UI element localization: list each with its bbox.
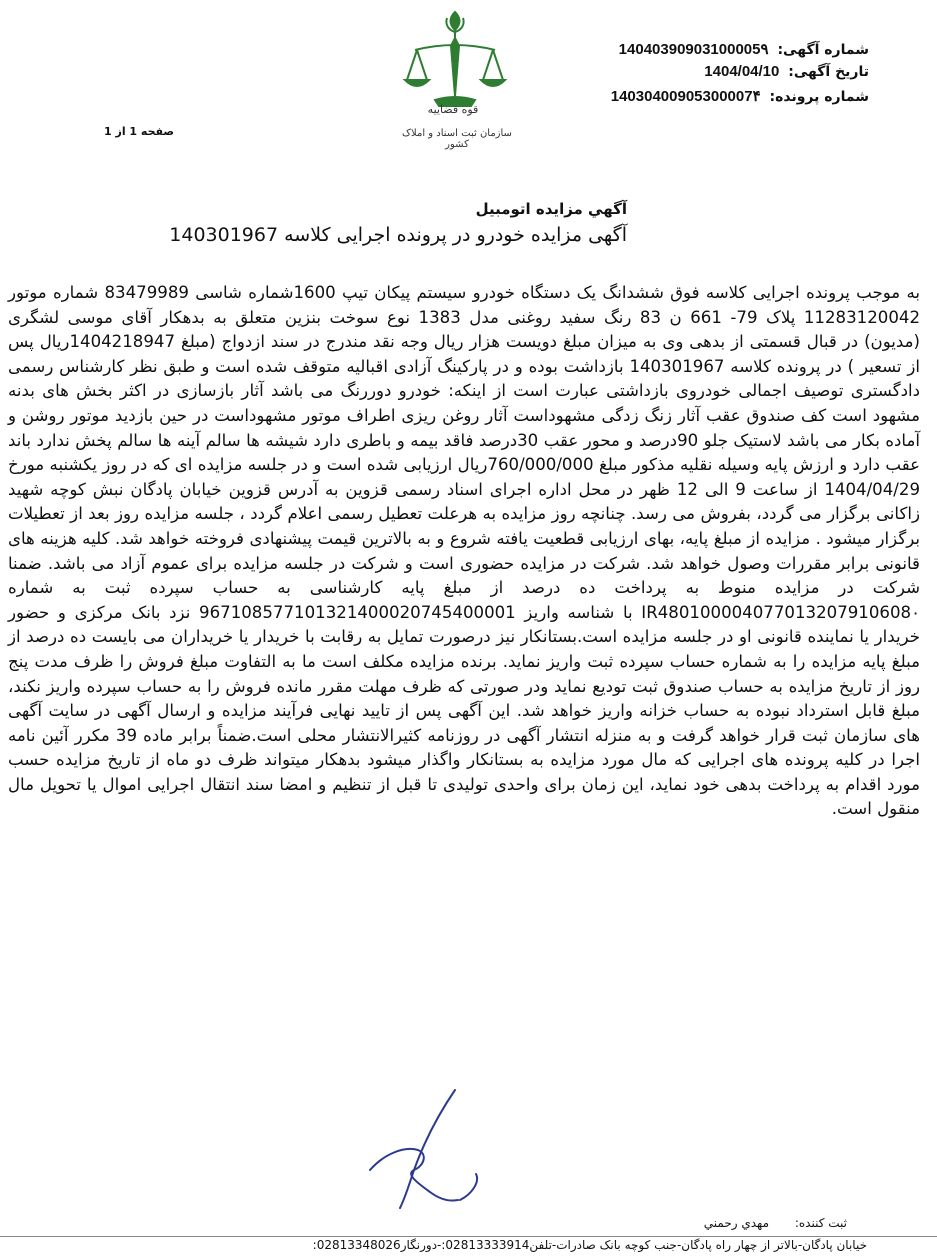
- registrar-name: مهدي رحمني: [703, 1216, 770, 1230]
- notice-subtitle: آگهی مزایده خودرو در پرونده اجرایی کلاسه 140301967: [169, 224, 627, 246]
- case-number: 14030400905300007۴: [610, 88, 761, 105]
- notice-date: 1404/04/10: [704, 63, 780, 80]
- notice-date-row: [704, 63, 869, 80]
- notice-title: آگهي مزايده اتومبيل: [475, 200, 627, 218]
- case-number-label: شماره پرونده:: [769, 89, 869, 105]
- notice-date-label: تاریخ آگهی:: [788, 64, 869, 80]
- notice-body-text: به موجب پرونده اجرایی کلاسه فوق ششدانگ یک دستگاه خودرو سیستم پیکان تیپ 1600شماره شاسی 83479989 شماره موتور 11283120042 پلاک 79- 661 ن 83 رنگ سفید روغنی مدل 1383 نوع سوخت بنزین متعلق به بدهکار آقای موسی لشگری (مدیون) در قبال قسمتی از بدهی وی به میزان مبلغ دویست هزار ریال وجه نقد مندرج در سند ازدواج (مبلغ 1404218947ریال پس از تسعیر ) در پرونده کلاسه 140301967 بازداشت بوده و در پارکینگ آزادی اقبالیه متوقف شده است و طبق نظر کارشناس رسمی دادگستری توصیف اجمالی خودروی بازداشتی عبارت است از اینکه: خودرو دوررنگ می باشد آثار بازسازی در اکثر بخش های بدنه مشهود است کف صندوق عقب آثار زنگ زدگی مشهوداست آثار روغن ریزی اطراف موتور مشهوداست در حین بازدید موتور روشن و آماده بکار می باشد لاستیک جلو 90درصد و محور عقب 30درصد فاقد بیمه و باطری دارد شیشه ها سالم آینه ها سالم پخش ندارد باند عقب دارد و ارزش پایه وسیله نقلیه مذکور مبلغ 760/000/000ریال ارزیابی شده است و در جلسه مزایده ای که در روز یکشنبه مورخ 1404/04/29 از ساعت 9 الی 12 ظهر در محل اداره اجرای اسناد رسمی قزوین به آدرس قزوین خیابان پادگان نبش کوچه شهید زاکانی برگزار می گردد، بفروش می رسد. چنانچه روز مزایده به هرعلت تعطیل رسمی اعلام گردد ، جلسه مزایده روز بعد از تعطیلات برگزار میشود . مزایده از مبلغ پایه، بهای ارزیابی قطعیت یافته شروع و به بالاترین قیمت پیشنهادی فروخته خواهد شد. کلیه هزینه های قانونی برابر مقررات وصول خواهد شد. شرکت در مزایده حضوری است و شرکت در جلسه مزایده برای عموم آزاد می باشد. ضمنا شرکت در مزایده منوط به پرداخت ده درصد از مبلغ پایه کارشناسی به حساب سپرده ثبت به شماره IR480100004077013207910608۰ با شناسه واریز 967108577101321400020745400001 نزد بانک مرکزی و حضور خریدار یا نماینده قانونی او در جلسه مزایده است.بستانکار نیز درصورت تمایل به رقابت با خریدار یا خریداران می بایست ده درصد از مبلغ پایه مزایده را به شماره حساب سپرده ثبت واریز نماید. برنده مزایده مکلف است ما به التفاوت مبلغ فروش را ظرف مدت پنج روز از تاریخ مزایده به حساب صندوق ثبت تودیع نماید ودر صورتی که ظرف مهلت مقرر مانده فروش را به حساب سپرده واریز نکند، مبلغ قابل استرداد نبوده به حساب خزانه واریز خواهد شد. این آگهی پس از تایید نهایی فرآیند مزایده و ارسال آگهی در سایت آگهی های سازمان ثبت قرار خواهد گرفت و به منزله انتشار آگهی در روزنامه کثیرالانتشار محلی است.ضمناً برابر ماده 39 مکرر آئین نامه اجرا در کلیه پرونده های اجرایی که مال مورد مزایده به بستانکار واگذار میشود بدهکار میتواند ظرف دو ماه از تاریخ مزایده حسب مورد اقدام به پرداخت بدهی خود نماید، این زمان برای واحدی تولیدی تا قبل از تنظیم و امضا سند انتقال اجرایی اموال یا تحویل مال منقول است.: [8, 283, 921, 819]
- logo-caption-judiciary: قوه قضاییه: [427, 103, 479, 116]
- case-number-row: [611, 87, 869, 105]
- registrar-row: [704, 1216, 847, 1230]
- registrar-label: ثبت کننده:: [794, 1216, 847, 1230]
- footer-divider: [0, 1236, 937, 1237]
- notice-number: 14040390903100005۹: [618, 41, 769, 58]
- signature-image: [360, 1082, 490, 1212]
- footer-address: خیابان پادگان-بالاتر از چهار راه پادگان-جنب کوچه بانک صادرات-تلفن02813333914:-دورنگار02813348026:: [312, 1238, 867, 1252]
- logo-caption-registry: سازمان ثبت اسناد و املاک کشور: [402, 128, 512, 150]
- notice-number-row: [619, 40, 869, 58]
- page-number-label: صفحه 1 از 1: [104, 125, 175, 138]
- notice-number-label: شماره آگهی:: [777, 42, 869, 58]
